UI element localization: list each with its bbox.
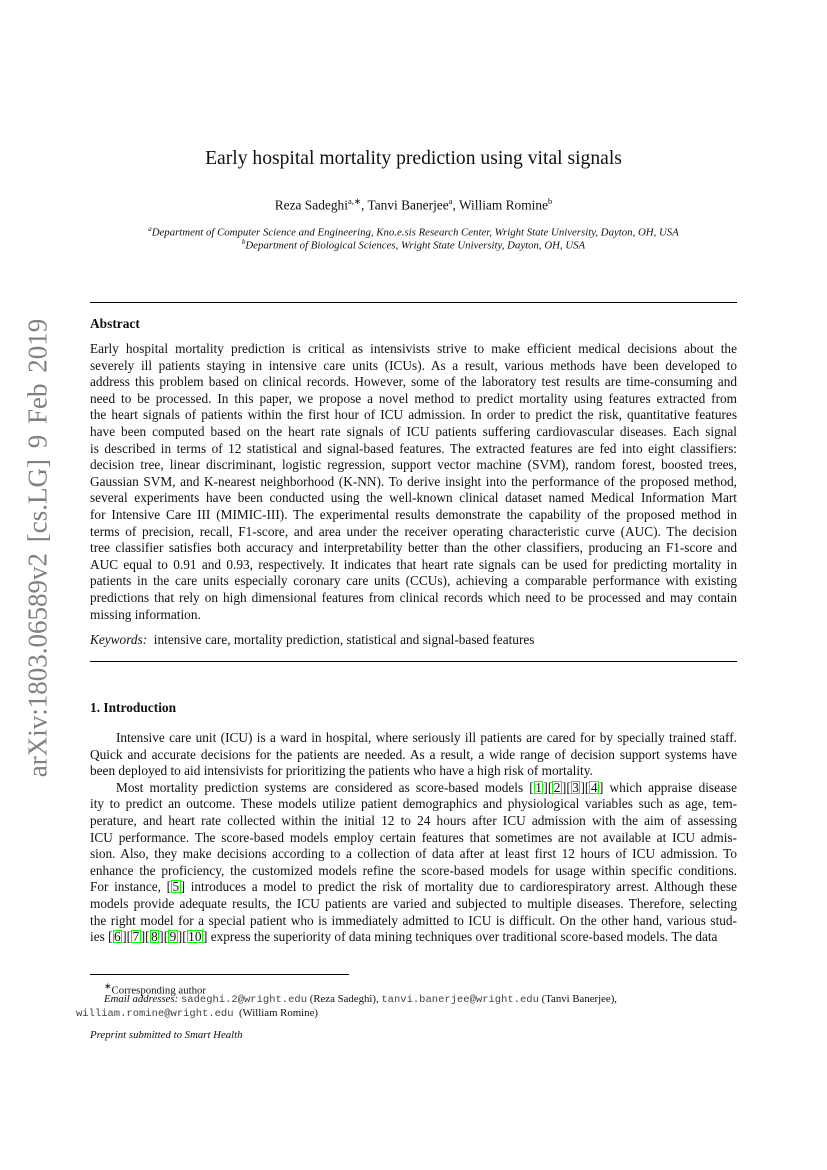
text-line: the heart signals of patients within the first hour of ICU admission. In order to predict the risk, quantitative features (90, 407, 737, 423)
text-line: for Intensive Care III (MIMIC-III). The experimental results demonstrate the capability of the proposed method in (90, 506, 737, 522)
preprint-note: Preprint submitted to Smart Health (90, 1029, 243, 1041)
email-link[interactable]: sadeghi.2@wright.edu (180, 994, 308, 1006)
text-line: sion. Also, they make decisions according to a collection of data after at least first 12 hours of ICU admission. To (90, 846, 737, 862)
text-line: ity to predict an outcome. These models utilize patient demographics and physiological variables such as age, tem- (90, 796, 737, 812)
text-line: been deployed to aid intensivists for prioritizing the patients who have a high risk of mortality. (90, 763, 593, 779)
text-line: the right model for a special patient who is immediately admitted to ICU is difficult. On the other hand, various stud- (90, 912, 737, 928)
footnote-text: Corresponding author (111, 984, 207, 997)
author-name: Reza Sadeghi (274, 197, 348, 213)
citation-link[interactable]: 9 (169, 929, 177, 945)
citation-link[interactable]: 2 (553, 779, 561, 795)
author-list: Reza Sadeghi$^{a,∗}$, Tanvi Banerjee$^a$, William Romine$^b$ (274, 196, 553, 213)
keywords (90, 632, 737, 648)
email-owner: (Reza Sadeghi), (309, 993, 379, 1005)
affiliation-text: Department of Biological Sciences, Wright State University, Dayton, OH, USA (245, 239, 586, 252)
email-link[interactable]: william.romine@wright.edu (76, 1008, 234, 1020)
citation-link[interactable]: 7 (132, 929, 140, 945)
author-mark: b (548, 196, 553, 206)
text-line: address this problem based on clinical records. However, some of the laboratory test results are time-consuming and (90, 374, 737, 390)
author-name: William Romine (458, 197, 549, 213)
divider (90, 661, 737, 662)
email-label: Email addresses: (104, 993, 179, 1005)
footnote-rule (90, 974, 349, 975)
paper-title: Early hospital mortality prediction using vital signals (205, 148, 622, 169)
text-line: Most mortality prediction systems are considered as score-based models [ 1 ][ 2 ][ 3 ][ 4 ] which appraise disease (116, 779, 737, 795)
text-line: models provide adequate results, the ICU patients are varied and subjected to multiple diseases. Therefore, selecting (90, 895, 737, 911)
text-line: enhance the proficiency, the customized models refine the score-based models for usage within specific conditions. (90, 862, 737, 878)
arxiv-stamp: arXiv:1803.06589v2 [cs.LG] 9 Feb 2019 (22, 318, 53, 778)
text-line: AUC equal to 0.91 and 0.93, respectively. It indicates that heart rate signals can be used for predicting mortality in (90, 556, 737, 572)
keywords-text: intensive care, mortality prediction, statistical and signal-based features (153, 632, 535, 647)
affiliation-mark: b (241, 238, 246, 246)
affiliation (0, 225, 827, 239)
citation-link[interactable]: 3 (572, 779, 579, 795)
text-line: have been computed based on the heart rate signals of ICU patients suffering cardiovascular diseases. Each signal (90, 423, 737, 439)
text-line: Quick and accurate decisions for the patients are needed. As a result, a wide range of decision support systems have (90, 746, 737, 762)
text-line: Early hospital mortality prediction is critical as intensivists strive to make efficient medical decisions about the (90, 341, 737, 356)
abstract-heading: Abstract (90, 316, 140, 331)
citation-link[interactable]: 1 (535, 779, 542, 795)
citation-link[interactable]: 5 (172, 879, 180, 895)
text-line: several experiments have been conducted using the well-known clinical dataset named Medical Information Mart (90, 490, 737, 506)
email-owner: (William Romine) (238, 1007, 318, 1019)
text-line: severely ill patients staying in intensive care units (ICUs). As a result, various methods have been developed to (90, 357, 737, 373)
paragraph (90, 780, 737, 946)
citation-link[interactable]: 10 (188, 929, 202, 945)
text-line: terms of precision, recall, F1-score, and area under the receiver operating characteristic curve (AUC). The decision (90, 523, 737, 539)
text-line: Gaussian SVM, and K-nearest neighborhood (K-NN). To derive insight into the performance of the proposed method, (90, 473, 737, 489)
affiliation-text: Department of Computer Science and Engineering, Kno.e.sis Research Center, Wright State University, Dayton, OH, USA (151, 226, 679, 239)
divider (90, 302, 737, 303)
text-line: is described in terms of 12 statistical and signal-based features. The extracted features are fed into eight classifiers: (90, 440, 737, 456)
keywords-label: Keywords: (90, 632, 148, 647)
author-mark: a (448, 196, 453, 206)
text-line: patients in the care units especially coronary care units (CCUs), achieving a comparable performance with existing (90, 573, 737, 589)
text-line: predictions that rely on high dimensional features from clinical records which need to be processed and may contain (90, 589, 737, 605)
author-name: Tanvi Banerjee (367, 197, 449, 213)
affiliation-mark: a (148, 225, 152, 233)
citation-link[interactable]: 6 (114, 929, 121, 945)
text-line: ies [ 6 ][ 7 ][ 8 ][ 9 ][ 10 ] express the superiority of data mining techniques over traditional score-based models. The data (90, 929, 718, 945)
text-line: perature, and heart rate collected within the initial 12 to 24 hours after ICU admission with the aim of assessing (90, 812, 737, 828)
email-link[interactable]: tanvi.banerjee@wright.edu (381, 994, 539, 1006)
text-line: need to be processed. In this paper, we propose a novel method to predict mortality using features extracted from (90, 390, 737, 406)
text-line: ICU performance. The score-based models employ certain features that sometimes are not available at ICU admis- (90, 829, 737, 845)
text-line: missing information. (90, 606, 201, 622)
affiliation (0, 238, 827, 252)
text-line: decision tree, linear discriminant, logistic regression, support vector machine (SVM), random forest, boosted trees, (90, 457, 737, 473)
citation-link[interactable]: 4 (590, 779, 598, 795)
citation-link[interactable]: 8 (151, 929, 158, 945)
text-line: Intensive care unit (ICU) is a ward in hospital, where seriously ill patients are cared for by specially trained staff. (116, 730, 737, 745)
footnote-emails (76, 993, 737, 1021)
email-owner: (Tanvi Banerjee), (541, 993, 617, 1005)
introduction-body (90, 730, 737, 946)
text-line: For instance, [ 5 ] introduces a model to predict the risk of mortality due to cardiorespiratory arrest. Although these (90, 879, 737, 895)
paragraph (90, 730, 737, 780)
abstract-body (90, 341, 737, 623)
footnote-mark: ∗ (104, 981, 112, 991)
section-heading-introduction: 1. Introduction (90, 700, 177, 715)
author-mark: a,∗ (347, 196, 361, 206)
text-line: tree classifier satisfies both accuracy and interpretability better than the other classifiers, producing an F1-score and (90, 540, 737, 556)
